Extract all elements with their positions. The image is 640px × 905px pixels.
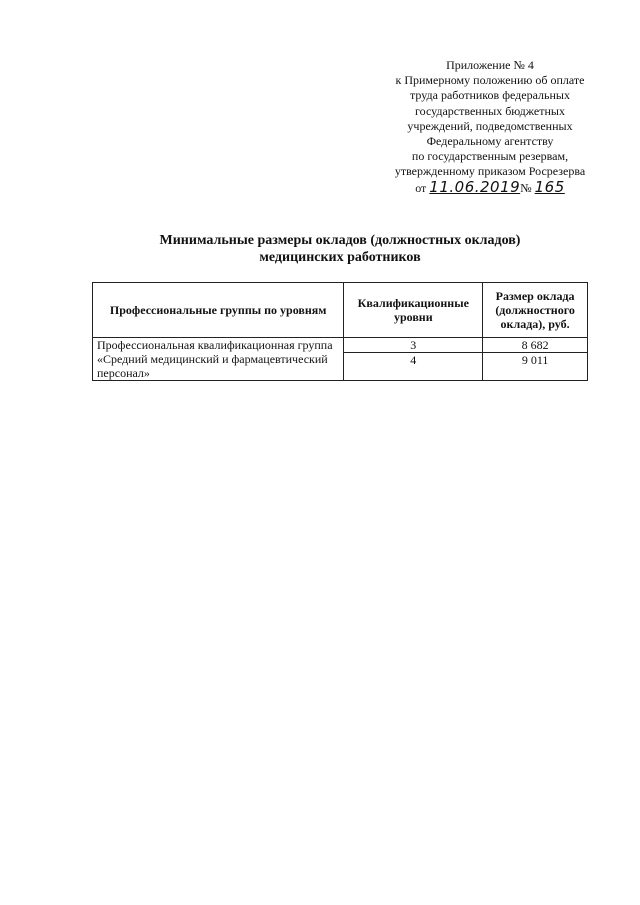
handwritten-date: 11.06.2019	[429, 177, 521, 196]
table-row	[93, 338, 588, 353]
appendix-line: труда работников федеральных	[410, 88, 570, 103]
title-line-1: Минимальные размеры окладов (должностных окладов)	[159, 233, 521, 248]
salary-cell: 9 011	[483, 353, 588, 381]
table-header-row	[93, 283, 588, 338]
header-qualification-levels: Квалификационные уровни	[344, 283, 483, 338]
appendix-block	[380, 58, 600, 196]
header-professional-groups: Профессиональные группы по уровням	[93, 283, 344, 338]
appendix-line: по государственным резервам,	[411, 149, 569, 164]
appendix-line: государственных бюджетных	[415, 103, 565, 118]
order-date-number-line	[380, 177, 600, 196]
appendix-line: Приложение № 4	[446, 58, 534, 72]
appendix-line: Федеральному агентству	[426, 134, 554, 149]
salary-cell: 8 682	[483, 338, 588, 353]
header-salary-size: Размер оклада (должностного оклада), руб.	[483, 283, 588, 338]
number-prefix: №	[520, 180, 532, 195]
appendix-line: учреждений, подведомственных	[407, 118, 573, 133]
professional-group-cell: Профессиональная квалификационная группа «Средний медицинский и фармацевтический персонал»	[93, 338, 344, 381]
document-title	[100, 232, 580, 266]
handwritten-order-number: 165	[534, 177, 565, 196]
salary-table	[92, 282, 588, 381]
appendix-line: к Примерному положению об оплате	[395, 73, 585, 88]
title-line-2: медицинских работников	[259, 250, 421, 265]
date-prefix: от	[415, 180, 427, 195]
qualification-level-cell: 3	[344, 338, 483, 353]
appendix-line: утвержденному приказом Росрезерва	[394, 164, 586, 179]
qualification-level-cell: 4	[344, 353, 483, 381]
